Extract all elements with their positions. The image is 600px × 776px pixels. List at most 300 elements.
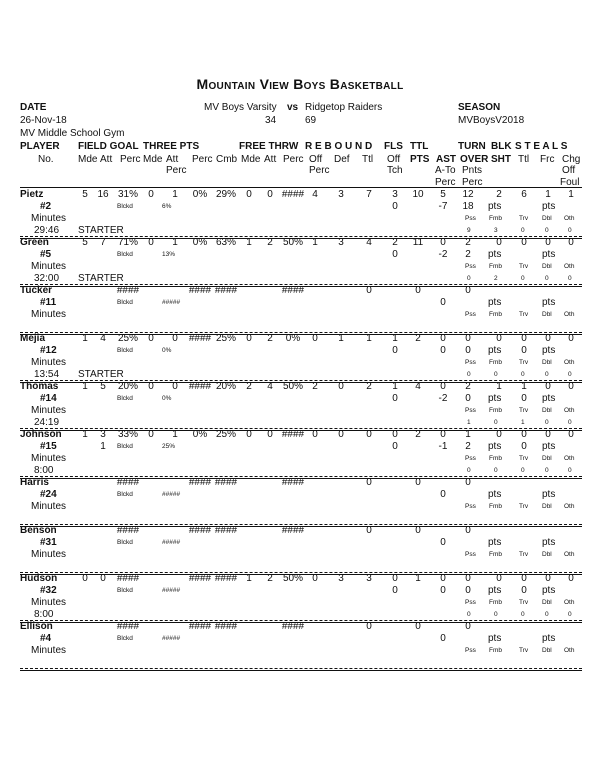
season: MVBoysV2018 <box>458 115 525 126</box>
reb-off: 0 <box>312 573 318 584</box>
col-reb-def: Def <box>334 154 350 165</box>
player-name: Johnson <box>20 429 62 440</box>
col-pnts: Pnts <box>462 165 483 176</box>
travel-label: Trv <box>519 599 529 606</box>
col-ft-att: Att <box>264 154 277 165</box>
player-name: Mejia <box>20 333 46 344</box>
turnover-points: 0 <box>465 345 471 356</box>
tp-made: 0 <box>148 237 154 248</box>
player-name: Green <box>20 237 49 248</box>
fouls: 1 <box>392 381 398 392</box>
other-label: Oth <box>564 263 575 270</box>
blocked-label: Blckd <box>117 347 133 354</box>
reb-off: 0 <box>312 429 318 440</box>
col-blk: BLK <box>491 141 512 152</box>
col-reb-off: Off <box>309 154 323 165</box>
minutes-label: Minutes <box>31 261 67 272</box>
tp-made: 0 <box>148 429 154 440</box>
col-sht: SHT <box>491 154 511 165</box>
row-divider-dashed <box>20 668 582 669</box>
double-label: Dbl <box>542 263 552 270</box>
travel-label: Trv <box>519 263 529 270</box>
steal-points: pts <box>542 537 556 548</box>
double-label: Dbl <box>542 407 552 414</box>
turnover-pts-label: pts <box>488 633 502 644</box>
player-number: #4 <box>40 633 52 644</box>
minutes-label: Minutes <box>31 501 67 512</box>
steals-frc: 0 <box>545 237 551 248</box>
tp-perc: #### <box>188 381 212 392</box>
ft-perc: #### <box>281 285 305 296</box>
turnover-pts-label: pts <box>488 201 502 212</box>
col-reb-off-perc: Perc <box>309 165 330 176</box>
vs-label: vs <box>287 102 299 113</box>
header-rule <box>20 187 582 188</box>
blocked-perc: ##### <box>162 491 181 498</box>
turnover-breakdown-value: 0 <box>568 419 572 426</box>
reb-def: 3 <box>338 237 344 248</box>
col-perc-a: Perc <box>435 177 456 188</box>
col-player: PLAYER <box>20 141 60 152</box>
steal-points: 0 <box>521 393 527 404</box>
ft-made: 1 <box>246 237 252 248</box>
ft-att: 0 <box>267 189 273 200</box>
pass-label: Pss <box>465 551 476 558</box>
steals-frc: 0 <box>545 429 551 440</box>
tp-perc: #### <box>188 573 212 584</box>
minutes-label: Minutes <box>31 453 67 464</box>
reb-total: 0 <box>366 525 372 536</box>
pass-label: Pss <box>465 359 476 366</box>
col-tp-mde: Mde <box>143 154 163 165</box>
turnover-breakdown-value: 1 <box>467 419 471 426</box>
fg-made: 1 <box>82 381 88 392</box>
travel-label: Trv <box>519 407 529 414</box>
turnover-pts-label: pts <box>488 585 502 596</box>
turnover-points: 2 <box>465 249 471 260</box>
fg-perc: 20% <box>117 381 138 392</box>
game-date: 26-Nov-18 <box>20 115 67 126</box>
turnovers: 0 <box>465 525 471 536</box>
col-rebound: R E B O U N D <box>305 141 373 152</box>
steals: 6 <box>521 189 527 200</box>
col-no: No. <box>38 154 54 165</box>
assist-to-ratio: 0 <box>440 297 446 308</box>
reb-def: 0 <box>338 381 344 392</box>
cmb-perc: 25% <box>215 333 236 344</box>
player-number: #14 <box>40 393 57 404</box>
fg-att: 5 <box>100 381 106 392</box>
player-number: #32 <box>40 585 57 596</box>
blocked-perc: 6% <box>162 203 172 210</box>
cmb-perc: #### <box>214 621 238 632</box>
tp-att: 1 <box>172 429 178 440</box>
minutes-value: 13:54 <box>34 369 60 380</box>
double-label: Dbl <box>542 455 552 462</box>
travel-label: Trv <box>519 311 529 318</box>
steals-frc: 1 <box>545 189 551 200</box>
ft-att: 2 <box>267 573 273 584</box>
blocked-label: Blckd <box>117 539 133 546</box>
pass-label: Pss <box>465 455 476 462</box>
fg-perc: #### <box>116 621 140 632</box>
tp-perc: 0% <box>192 237 208 248</box>
other-label: Oth <box>564 407 575 414</box>
assist-to-ratio: 0 <box>440 585 446 596</box>
ft-att: 0 <box>267 429 273 440</box>
blocked-label: Blckd <box>117 491 133 498</box>
blocked-label: Blckd <box>117 635 133 642</box>
steal-pts-label: pts <box>542 393 556 404</box>
fg-perc: #### <box>116 525 140 536</box>
fg-made: 1 <box>82 333 88 344</box>
pass-label: Pss <box>465 503 476 510</box>
player-name: Ellison <box>20 621 53 632</box>
ft-perc: #### <box>281 429 305 440</box>
double-label: Dbl <box>542 359 552 366</box>
player-number: #31 <box>40 537 57 548</box>
fg-perc: 25% <box>117 333 138 344</box>
tp-perc: 0% <box>192 189 208 200</box>
col-reb-ttl: Ttl <box>362 154 374 165</box>
pass-label: Pss <box>465 647 476 654</box>
cmb-perc: 29% <box>215 189 236 200</box>
turnovers: 12 <box>462 189 474 200</box>
turnover-breakdown-value: 0 <box>545 371 549 378</box>
other-label: Oth <box>564 359 575 366</box>
turnover-breakdown-value: 0 <box>545 419 549 426</box>
other-label: Oth <box>564 503 575 510</box>
points: 0 <box>415 477 421 488</box>
double-label: Dbl <box>542 599 552 606</box>
player-number: #15 <box>40 441 57 452</box>
col-fls-off: Off <box>387 154 401 165</box>
cmb-perc: 20% <box>215 381 236 392</box>
fouls: 3 <box>392 189 398 200</box>
fouls-touch: 0 <box>392 345 398 356</box>
other-label: Oth <box>564 647 575 654</box>
col-a-to: A-To <box>435 165 456 176</box>
assists: 0 <box>440 333 446 344</box>
ft-made: 2 <box>246 381 252 392</box>
ft-made: 1 <box>246 573 252 584</box>
col-stl-ttl: Ttl <box>518 154 530 165</box>
steal-points: 0 <box>521 441 527 452</box>
reb-total: 0 <box>366 285 372 296</box>
blocked-perc: 13% <box>162 251 176 258</box>
other-label: Oth <box>564 455 575 462</box>
ft-att: 2 <box>267 237 273 248</box>
steals-chg: 0 <box>568 381 574 392</box>
pass-label: Pss <box>465 263 476 270</box>
minutes-label: Minutes <box>31 405 67 416</box>
fouls-touch: 0 <box>392 201 398 212</box>
tp-perc: #### <box>188 333 212 344</box>
turnover-points: 0 <box>465 585 471 596</box>
double-label: Dbl <box>542 503 552 510</box>
turnovers: 2 <box>465 381 471 392</box>
ft-perc: #### <box>281 621 305 632</box>
fumble-label: Fmb <box>489 551 502 558</box>
fg-att-sub: 1 <box>100 441 106 452</box>
blocked-perc: 0% <box>162 395 172 402</box>
turnover-breakdown-value: 0 <box>568 611 572 618</box>
col-ft-mde: Mde <box>241 154 261 165</box>
assists: 0 <box>440 429 446 440</box>
season-label: SEASON <box>458 102 501 113</box>
steals: 0 <box>521 237 527 248</box>
assist-to-ratio: -2 <box>438 393 448 404</box>
reb-total: 0 <box>366 477 372 488</box>
steals: 1 <box>521 381 527 392</box>
assist-to-ratio: -1 <box>438 441 448 452</box>
steals: 0 <box>521 573 527 584</box>
assist-to-ratio: 0 <box>440 489 446 500</box>
fg-perc: #### <box>116 477 140 488</box>
assist-to-ratio: -7 <box>438 201 448 212</box>
tp-att: 1 <box>172 237 178 248</box>
away-team: Ridgetop Raiders <box>305 102 383 113</box>
reb-off: 0 <box>312 333 318 344</box>
blocked-perc: 25% <box>162 443 176 450</box>
turnovers: 1 <box>465 429 471 440</box>
cmb-perc: 63% <box>215 237 236 248</box>
turnover-breakdown-value: 2 <box>494 275 498 282</box>
steals: 0 <box>521 333 527 344</box>
col-three-pts: THREE PTS <box>143 141 200 152</box>
tp-perc: #### <box>188 525 212 536</box>
fg-made: 5 <box>82 237 88 248</box>
col-fg-att: Att <box>100 154 113 165</box>
cmb-perc: #### <box>214 285 238 296</box>
fouls: 0 <box>392 429 398 440</box>
col-frc: Frc <box>540 154 555 165</box>
reb-off: 4 <box>312 189 318 200</box>
other-label: Oth <box>564 551 575 558</box>
home-score: 34 <box>265 115 277 126</box>
points: 11 <box>412 237 424 248</box>
turnover-breakdown-value: 0 <box>521 227 525 234</box>
player-number: #12 <box>40 345 57 356</box>
fg-att: 0 <box>100 573 106 584</box>
steal-pts-label: pts <box>542 585 556 596</box>
fumble-label: Fmb <box>489 503 502 510</box>
travel-label: Trv <box>519 503 529 510</box>
ft-made: 0 <box>246 333 252 344</box>
assists: 0 <box>440 381 446 392</box>
turnovers: 0 <box>465 621 471 632</box>
blocked-label: Blckd <box>117 251 133 258</box>
player-number: #24 <box>40 489 57 500</box>
turnover-pts-label: pts <box>488 489 502 500</box>
tp-att: 0 <box>172 333 178 344</box>
pass-label: Pss <box>465 407 476 414</box>
double-label: Dbl <box>542 647 552 654</box>
points: 10 <box>412 189 424 200</box>
col-tp-att: Att <box>166 154 179 165</box>
points: 0 <box>415 621 421 632</box>
fg-made: 1 <box>82 429 88 440</box>
steal-points: pts <box>542 249 556 260</box>
blocks: 1 <box>496 381 502 392</box>
report-title: Mountain View Boys Basketball <box>196 76 404 92</box>
ft-perc: #### <box>281 525 305 536</box>
points: 0 <box>415 525 421 536</box>
fumble-label: Fmb <box>489 359 502 366</box>
ft-perc: 50% <box>282 573 303 584</box>
steals-chg: 0 <box>568 237 574 248</box>
fumble-label: Fmb <box>489 407 502 414</box>
other-label: Oth <box>564 215 575 222</box>
turnover-breakdown-value: 0 <box>467 371 471 378</box>
col-ast: AST <box>436 154 456 165</box>
col-foul: Foul <box>560 177 580 188</box>
reb-def: 1 <box>338 333 344 344</box>
pass-label: Pss <box>465 311 476 318</box>
col-steals: S T E A L S <box>515 141 568 152</box>
fumble-label: Fmb <box>489 215 502 222</box>
assist-to-ratio: 0 <box>440 537 446 548</box>
col-fls-tch: Tch <box>387 165 403 176</box>
turnover-breakdown-value: 0 <box>494 419 498 426</box>
player-name: Hudson <box>20 573 58 584</box>
other-label: Oth <box>564 311 575 318</box>
col-turn: TURN <box>458 141 486 152</box>
blocked-perc: 0% <box>162 347 172 354</box>
fg-perc: #### <box>116 285 140 296</box>
fumble-label: Fmb <box>489 647 502 654</box>
turnover-breakdown-value: 0 <box>545 467 549 474</box>
blocked-label: Blckd <box>117 203 133 210</box>
fg-att: 16 <box>97 189 109 200</box>
starter-label: STARTER <box>78 369 124 380</box>
blocked-perc: ##### <box>162 539 181 546</box>
tp-att: 1 <box>172 189 178 200</box>
tp-perc: #### <box>188 285 212 296</box>
minutes-value: 8:00 <box>34 465 54 476</box>
starter-label: STARTER <box>78 225 124 236</box>
reb-total: 4 <box>366 237 372 248</box>
blocked-label: Blckd <box>117 395 133 402</box>
pass-label: Pss <box>465 215 476 222</box>
minutes-value: 8:00 <box>34 609 54 620</box>
home-team: MV Boys Varsity <box>204 102 277 113</box>
ft-perc: 50% <box>282 237 303 248</box>
ft-made: 0 <box>246 429 252 440</box>
turnover-breakdown-value: 0 <box>568 467 572 474</box>
reb-off: 1 <box>312 237 318 248</box>
minutes-label: Minutes <box>31 645 67 656</box>
double-label: Dbl <box>542 551 552 558</box>
turnover-breakdown-value: 1 <box>521 419 525 426</box>
reb-off: 2 <box>312 381 318 392</box>
fg-att: 7 <box>100 237 106 248</box>
fg-att: 3 <box>100 429 106 440</box>
other-label: Oth <box>564 599 575 606</box>
travel-label: Trv <box>519 455 529 462</box>
steal-points: pts <box>542 489 556 500</box>
minutes-label: Minutes <box>31 213 67 224</box>
turnover-breakdown-value: 0 <box>521 611 525 618</box>
player-number: #2 <box>40 201 52 212</box>
turnover-breakdown-value: 0 <box>521 275 525 282</box>
cmb-perc: #### <box>214 477 238 488</box>
col-fg-perc: Perc <box>120 154 141 165</box>
fg-perc: #### <box>116 573 140 584</box>
steal-pts-label: pts <box>542 345 556 356</box>
fg-made: 0 <box>82 573 88 584</box>
steal-points: 0 <box>521 345 527 356</box>
blocked-perc: ##### <box>162 635 181 642</box>
cmb-perc: #### <box>214 573 238 584</box>
turnover-pts-label: pts <box>488 297 502 308</box>
ft-made: 0 <box>246 189 252 200</box>
tp-att: 0 <box>172 381 178 392</box>
steals-frc: 0 <box>545 573 551 584</box>
turnovers: 0 <box>465 573 471 584</box>
ft-att: 2 <box>267 333 273 344</box>
turnover-breakdown-value: 0 <box>494 611 498 618</box>
fg-att: 4 <box>100 333 106 344</box>
fouls-touch: 0 <box>392 393 398 404</box>
fumble-label: Fmb <box>489 263 502 270</box>
turnover-points: 18 <box>462 201 474 212</box>
away-score: 69 <box>305 115 317 126</box>
cmb-perc: #### <box>214 525 238 536</box>
assists: 0 <box>440 237 446 248</box>
venue: MV Middle School Gym <box>20 128 125 139</box>
steal-points: pts <box>542 297 556 308</box>
double-label: Dbl <box>542 215 552 222</box>
turnovers: 0 <box>465 285 471 296</box>
fouls: 1 <box>392 333 398 344</box>
steals-chg: 0 <box>568 573 574 584</box>
steal-points: 0 <box>521 585 527 596</box>
fumble-label: Fmb <box>489 599 502 606</box>
minutes-label: Minutes <box>31 309 67 320</box>
turnovers: 2 <box>465 237 471 248</box>
assist-to-ratio: -2 <box>438 249 448 260</box>
assists: 0 <box>440 573 446 584</box>
blocks: 2 <box>496 189 502 200</box>
fumble-label: Fmb <box>489 455 502 462</box>
turnovers: 0 <box>465 333 471 344</box>
turnover-breakdown-value: 0 <box>568 275 572 282</box>
turnover-breakdown-value: 0 <box>467 467 471 474</box>
fumble-label: Fmb <box>489 311 502 318</box>
turnover-breakdown-value: 9 <box>467 227 471 234</box>
steal-points: pts <box>542 201 556 212</box>
minutes-label: Minutes <box>31 357 67 368</box>
assists: 5 <box>440 189 446 200</box>
col-over: OVER <box>460 154 489 165</box>
blocked-perc: ##### <box>162 299 181 306</box>
col-pts: PTS <box>410 154 430 165</box>
blocked-label: Blckd <box>117 443 133 450</box>
minutes-label: Minutes <box>31 597 67 608</box>
points: 2 <box>415 333 421 344</box>
turnover-breakdown-value: 0 <box>545 227 549 234</box>
reb-total: 3 <box>366 573 372 584</box>
travel-label: Trv <box>519 215 529 222</box>
reb-total: 0 <box>366 429 372 440</box>
fouls-touch: 0 <box>392 441 398 452</box>
travel-label: Trv <box>519 551 529 558</box>
blocked-label: Blckd <box>117 587 133 594</box>
minutes-label: Minutes <box>31 549 67 560</box>
minutes-value: 29:46 <box>34 225 60 236</box>
tp-perc: #### <box>188 477 212 488</box>
